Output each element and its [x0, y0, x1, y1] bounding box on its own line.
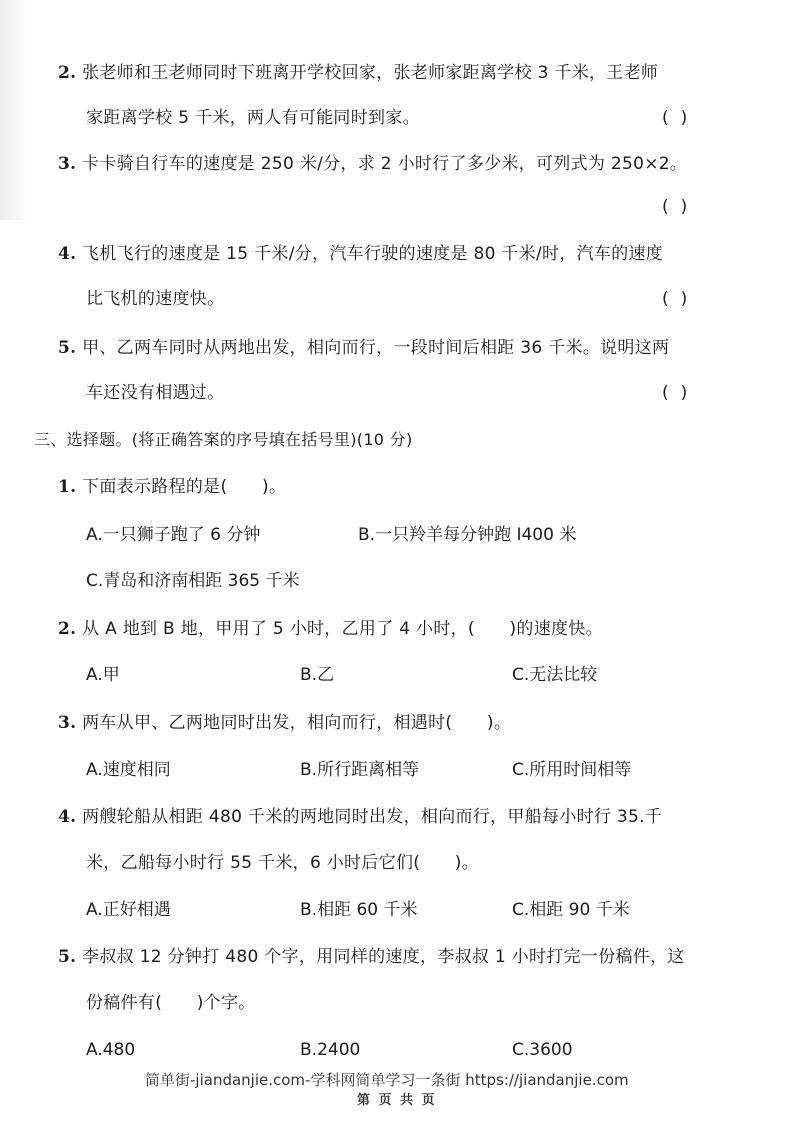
question-text: 下面表示路程的是( )。	[82, 477, 287, 497]
choice-q5-option-c[interactable]: C.3600	[512, 1040, 573, 1060]
choice-q3-option-b[interactable]: B.所行距离相等	[300, 760, 420, 780]
section-heading: 三、选择题。(将正确答案的序号填在括号里)(10 分)	[34, 430, 413, 449]
choice-q4-line1	[58, 806, 662, 828]
question-number: 3.	[58, 713, 77, 733]
question-text: 飞机飞行的速度是 15 千米/分，汽车行驶的速度是 80 千米/时，汽车的速度	[82, 244, 664, 264]
question-text: 甲、乙两车同时从两地出发，相向而行，一段时间后相距 36 千米。说明这两	[82, 338, 670, 358]
question-number: 3.	[58, 154, 77, 174]
answer-parentheses[interactable]: ()	[662, 383, 700, 403]
choice-q2-option-c[interactable]: C.无法比较	[512, 665, 598, 685]
choice-q5-line1	[58, 946, 685, 968]
judgment-q2-line2: 家距离学校 5 千米，两人有可能同时到家。	[86, 108, 420, 128]
choice-q4-option-b[interactable]: B.相距 60 千米	[300, 900, 418, 920]
judgment-q4-line2: 比飞机的速度快。	[86, 289, 225, 309]
choice-q5-option-b[interactable]: B.2400	[300, 1040, 361, 1060]
choice-q5-line2: 份稿件有( )个字。	[86, 993, 256, 1013]
judgment-q2-line1	[58, 62, 658, 84]
question-text: 李叔叔 12 分钟打 480 个字，用同样的速度，李叔叔 1 小时打完一份稿件，这	[82, 947, 685, 967]
choice-q1-stem	[58, 476, 286, 498]
choice-q3-stem	[58, 712, 511, 734]
answer-parentheses[interactable]: ()	[662, 289, 700, 309]
answer-parentheses[interactable]: ()	[662, 197, 700, 217]
judgment-q3-line1	[58, 153, 687, 175]
question-text: 两艘轮船从相距 480 千米的两地同时出发，相向而行，甲船每小时行 35.千	[82, 807, 663, 827]
question-text: 从 A 地到 B 地，甲用了 5 小时，乙用了 4 小时，( )的速度快。	[82, 619, 603, 639]
choice-q3-option-c[interactable]: C.所用时间相等	[512, 760, 632, 780]
question-text: 卡卡骑自行车的速度是 250 米/分，求 2 小时行了多少米，可列式为 250×2。	[82, 154, 688, 174]
choice-q2-stem	[58, 618, 603, 640]
question-number: 1.	[58, 477, 77, 497]
question-text: 张老师和王老师同时下班离开学校回家，张老师家距离学校 3 千米，王老师	[82, 63, 659, 83]
choice-q2-option-b[interactable]: B.乙	[300, 665, 335, 685]
choice-q3-option-a[interactable]: A.速度相同	[86, 760, 171, 780]
judgment-q5-line1	[58, 337, 669, 359]
judgment-q5-line2: 车还没有相遇过。	[86, 383, 225, 403]
question-number: 4.	[58, 807, 77, 827]
choice-q5-option-a[interactable]: A.480	[86, 1040, 136, 1060]
choice-q4-line2: 米，乙船每小时行 55 千米，6 小时后它们( )。	[86, 853, 480, 873]
answer-parentheses[interactable]: ()	[662, 108, 700, 128]
choice-q1-option-c[interactable]: C.青岛和济南相距 365 千米	[86, 571, 300, 591]
footer-watermark: 简单街-jiandanjie.com-学科网简单学习一条街 https://jiandanjie.com	[145, 1071, 629, 1089]
choice-q1-option-a[interactable]: A.一只狮子跑了 6 分钟	[86, 525, 261, 545]
choice-q4-option-a[interactable]: A.正好相遇	[86, 900, 171, 920]
question-number: 5.	[58, 947, 77, 967]
page-number-label: 第 页 共 页	[357, 1093, 437, 1108]
question-number: 4.	[58, 244, 77, 264]
choice-q2-option-a[interactable]: A.甲	[86, 665, 120, 685]
question-text: 两车从甲、乙两地同时出发，相向而行，相遇时( )。	[82, 713, 512, 733]
scan-shadow	[0, 0, 30, 220]
choice-q1-option-b[interactable]: B.一只羚羊每分钟跑 I400 米	[358, 525, 577, 545]
choice-q4-option-c[interactable]: C.相距 90 千米	[512, 900, 630, 920]
question-number: 5.	[58, 338, 77, 358]
question-number: 2.	[58, 63, 77, 83]
question-number: 2.	[58, 619, 77, 639]
judgment-q4-line1	[58, 243, 663, 265]
